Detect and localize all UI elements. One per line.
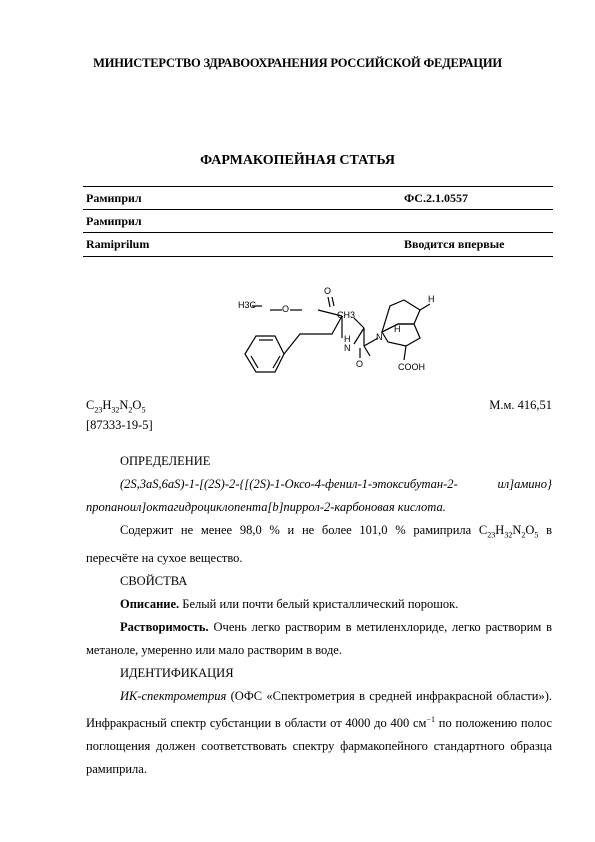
methyl-bond (354, 318, 364, 328)
amide-oxygen-label: O (356, 359, 364, 369)
definition-heading: ОПРЕДЕЛЕНИЕ (120, 454, 211, 468)
identification-heading: ИДЕНТИФИКАЦИЯ (120, 665, 234, 680)
ir-text: ИК-спектрометрия (ОФС «Спектрометрия в средней инфракрасной области»). Инфракрасный спектр субстанции в области от 4000 до 400 $см^{-1}$ по положению полос поглощения должен соответствовать спектру фармакопейного стандартного образца рамиприла. (86, 688, 552, 776)
carboxyl-bond (404, 346, 406, 360)
ministry-header: МИНИСТЕРСТВО ЗДРАВООХРАНЕНИЯ РОССИЙСКОЙ ФЕДЕРАЦИИ (93, 56, 502, 70)
molecular-formula: $C_{23}H_{32}N_2O_5$ [87333-19-5] (86, 398, 153, 432)
cyclopentane-ring (382, 300, 420, 332)
page-title: ФАРМАКОПЕЙНАЯ СТАТЬЯ (200, 153, 395, 168)
h3c-label: H3C (238, 300, 257, 310)
amine-h-label: H (344, 334, 351, 344)
amide-bond (364, 346, 370, 356)
methyl-label: CH3 (337, 310, 356, 320)
name-ru-2: Рамиприл (86, 214, 142, 228)
monograph-code: ФС.2.1.0557 (404, 191, 468, 205)
ring-n-label: N (376, 332, 383, 342)
divider-bottom (83, 256, 553, 257)
name-latin: Ramiprilum (86, 237, 150, 251)
phenyl-double-bond (273, 356, 280, 368)
carbonyl-bond (328, 297, 330, 307)
amine-bond (354, 328, 364, 344)
phenyl-ring (245, 336, 284, 372)
carbonyl-oxygen-label: O (324, 286, 332, 296)
ring-h-left-label: H (394, 324, 401, 334)
content-text: Содержит не менее 98,0 % и не более 101,0 % рамиприла $C_{23}H_{32}N_2O_5$ в пересчёте на сухое вещество. (86, 523, 552, 565)
divider-1 (83, 209, 553, 210)
carbonyl-bond (332, 297, 334, 306)
divider-2 (83, 232, 553, 233)
ring-h-bond (420, 304, 430, 310)
alkyl-chain (284, 316, 342, 354)
solubility-text: Растворимость. Очень легко растворим в метиленхлориде, легко растворим в метаноле, умеренно или мало растворим в воде. (86, 619, 552, 657)
description-text: Описание. Белый или почти белый кристаллический порошок. (120, 596, 459, 611)
amine-n-label: N (344, 343, 351, 353)
pyrrolidine-ring (382, 324, 420, 346)
ring-h-top-label: H (428, 294, 435, 304)
cooh-label: COOH (398, 362, 425, 372)
properties-heading: СВОЙСТВА (120, 573, 188, 588)
cas-number: [87333-19-5] (86, 417, 153, 432)
name-ru-1: Рамиприл (86, 191, 142, 205)
ester-oxygen-label: O (282, 304, 290, 314)
introduction-status: Вводится впервые (404, 237, 505, 251)
molecular-mass: М.м. 416,51 (489, 398, 552, 412)
divider-top (83, 186, 553, 187)
definition-text: (2S,3aS,6aS)-1-[(2S)-2-{[(2S)-1-Оксо-4-фенил-1-этоксибутан-2- ил]амино}пропаноил]октагидроциклопента[b]пиррол-2-карбоновая кислота. (86, 477, 552, 514)
monograph-body (86, 450, 552, 781)
ramipril-structure (230, 272, 550, 387)
